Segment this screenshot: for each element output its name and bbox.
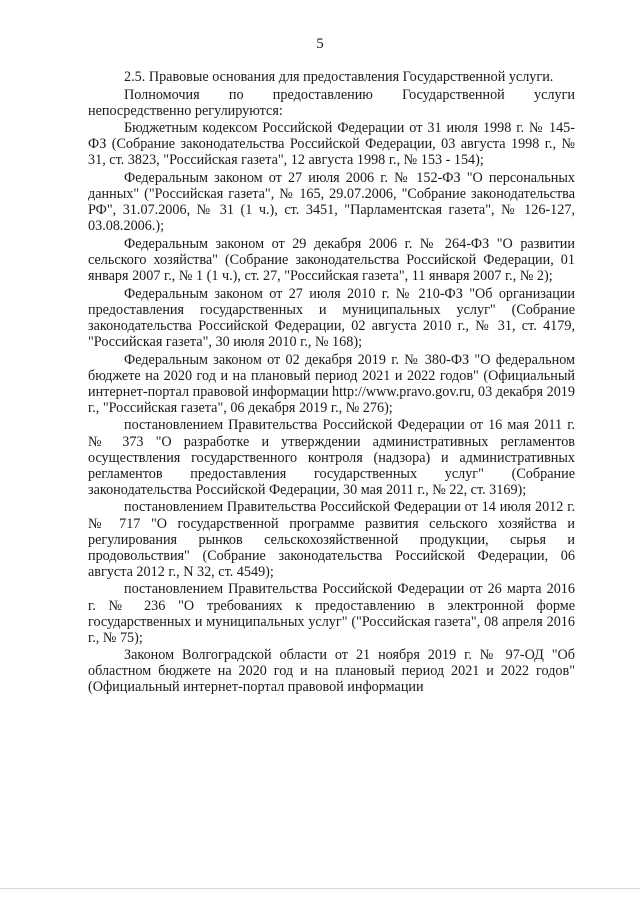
paragraph-section-heading: 2.5. Правовые основания для предоставления Государственной услуги. — [124, 69, 554, 85]
page-bottom-divider — [0, 888, 640, 889]
paragraph-intro: Полномочия по предоставлению Государственной услуги непосредственно регулируются: — [88, 86, 575, 119]
paragraph-budget-code: Бюджетным кодексом Российской Федерации от 31 июля 1998 г. № 145-ФЗ (Собрание законодательства Российской Федерации, 03 августа 1998 г., № 31, ст. 3823, "Российская газета", 12 августа 1998 г., № 153 - 154); — [88, 120, 575, 169]
paragraph-regional-law-97: Законом Волгоградской области от 21 ноября 2019 г. № 97-ОД "Об областном бюджете на 2020 год и на плановый период 2021 и 2022 годов" (Официальный интернет-портал правовой информации — [88, 647, 575, 696]
paragraph-law-380: Федеральным законом от 02 декабря 2019 г. № 380-ФЗ "О федеральном бюджете на 2020 год и на плановый период 2021 и 2022 годов" (Официальный интернет-портал правовой информации http://www.pravo.gov.ru, 03 декабря 2019 г., "Российская газета", 06 декабря 2019 г., № 276); — [88, 351, 575, 416]
document-body — [88, 69, 575, 697]
page-number: 5 — [316, 36, 324, 52]
paragraph-decree-717: постановлением Правительства Российской Федерации от 14 июля 2012 г. № 717 "О государственной программе развития сельского хозяйства и регулирования рынков сельскохозяйственной продукции, сырья и продовольствия" (Собрание законодательства Российской Федерации, 06 августа 2012 г., N 32, ст. 4549); — [88, 499, 575, 580]
paragraph-law-210: Федеральным законом от 27 июля 2010 г. № 210-ФЗ "Об организации предоставления государственных и муниципальных услуг" (Собрание законодательства Российской Федерации, 02 августа 2010 г., № 31, ст. 4179, "Российская газета", 30 июля 2010 г., № 168); — [88, 285, 575, 350]
paragraph-law-152: Федеральным законом от 27 июля 2006 г. № 152-ФЗ "О персональных данных" ("Российская газета", № 165, 29.07.2006, "Собрание законодательства РФ", 31.07.2006, № 31 (1 ч.), ст. 3451, "Парламентская газета", № 126-127, 03.08.2006.); — [88, 170, 575, 235]
paragraph-decree-373: постановлением Правительства Российской Федерации от 16 мая 2011 г. № 373 "О разработке и утверждении административных регламентов осуществления государственного контроля (надзора) и административных регламентов предоставления государственных услуг" (Собрание законодательства Российской Федерации, 30 мая 2011 г., № 22, ст. 3169); — [88, 417, 575, 498]
paragraph-law-264: Федеральным законом от 29 декабря 2006 г. № 264-ФЗ "О развитии сельского хозяйства" (Собрание законодательства Российской Федерации, 01 января 2007 г., № 1 (1 ч.), ст. 27, "Российская газета", 11 января 2007 г., № 2); — [88, 235, 575, 285]
paragraph-decree-236: постановлением Правительства Российской Федерации от 26 марта 2016 г. № 236 "О требованиях к предоставлению в электронной форме государственных и муниципальных услуг" ("Российская газета", 08 апреля 2016 г., № 75); — [88, 581, 575, 646]
